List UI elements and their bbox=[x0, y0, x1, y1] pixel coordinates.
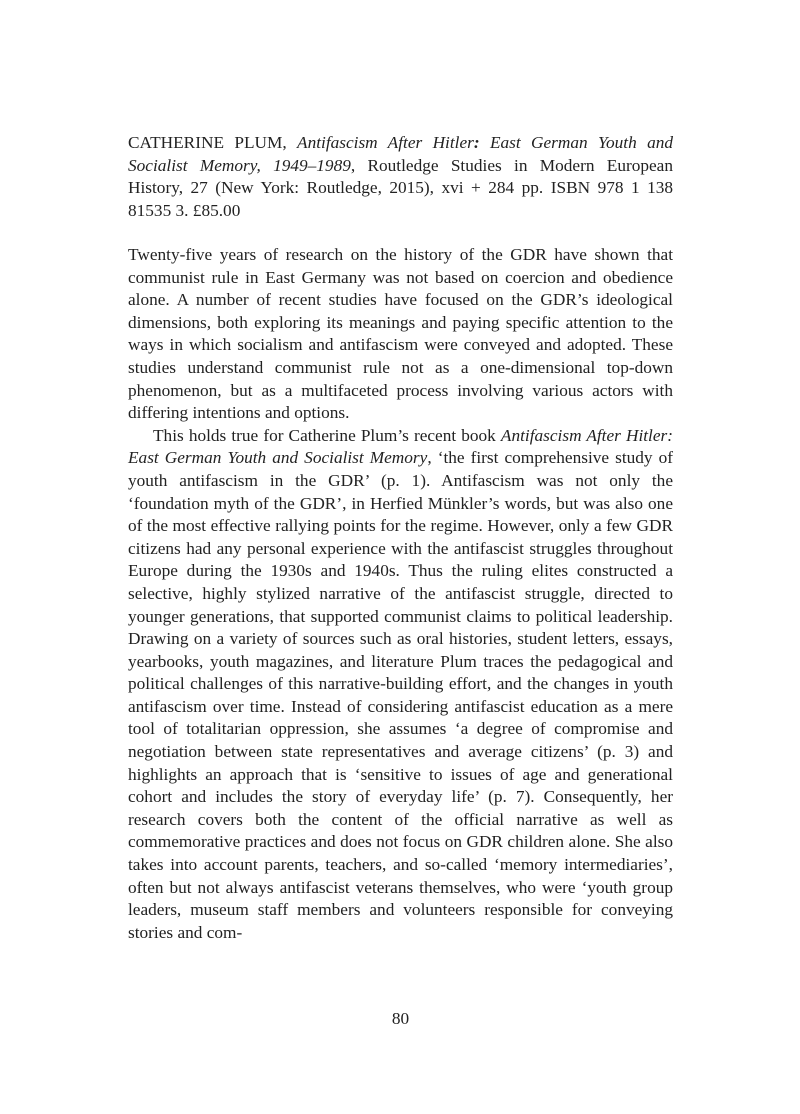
review-body bbox=[128, 244, 673, 944]
book-title: Antifascism After Hitler bbox=[297, 133, 474, 152]
body-paragraph-2 bbox=[128, 425, 673, 945]
paragraph-2-text: , ‘the first comprehensive study of youth antifascism in the GDR’ (p. 1). Antifascism was not only the ‘foundation myth of the GDR’, in Herfied Münkler’s words, but was also one of the most effective rallying points for the regime. However, only a few GDR citizens had any personal experience with the antifascist struggles throughout Europe during the 1930s and 1940s. Thus the ruling elites constructed a selective, highly stylized narrative of the antifascist struggle, directed to younger generations, that supported communist claims to political leadership. Drawing on a variety of sources such as oral histories, student letters, essays, yearbooks, youth magazines, and literature Plum traces the pedagogical and political challenges of this narrative-building effort, and the changes in youth antifascism over time. Instead of considering antifascist education as a mere tool of totalitarian oppression, she assumes ‘a degree of compromise and negotiation between state representatives and average citizens’ (p. 3) and highlights an approach that is ‘sensitive to issues of age and generational cohort and includes the story of everyday life’ (p. 7). Consequently, her research covers both the content of the official narrative as well as commemorative practices and does not focus on GDR children alone. She also takes into account parents, teachers, and so-called ‘memory intermediaries’, often but not always antifascist veterans themselves, who were ‘youth group leaders, museum staff members and volunteers responsible for conveying stories and com- bbox=[128, 448, 673, 942]
book-subtitle: East German Youth and Socialist Memory, 1949–1989 bbox=[128, 133, 673, 175]
body-paragraph-1: Twenty-five years of research on the history of the GDR have shown that communist rule in East Germany was not based on coercion and obedience alone. A number of recent studies have focused on the GDR’s ideological dimensions, both exploring its meanings and paying specific attention to the ways in which socialism and antifascism were conveyed and adopted. These studies understand communist rule not as a one-dimensional top-down phenomenon, but as a multifaceted process involving various actors with differing intentions and options. bbox=[128, 245, 673, 423]
paragraph-2-book-reference: Antifascism After Hitler: East German Youth and Socialist Memory bbox=[128, 425, 674, 468]
paragraph-2-lead: This holds true for Catherine Plum’s recent book bbox=[153, 425, 501, 445]
citation-separator: , bbox=[282, 133, 298, 152]
title-colon: : bbox=[473, 133, 480, 152]
publication-details: , Routledge Studies in Modern European History, 27 (New York: Routledge, 2015), xvi + 284 pp. ISBN 978 1 138 81535 3. £85.00 bbox=[128, 155, 673, 220]
review-citation bbox=[128, 132, 673, 222]
page-number: 80 bbox=[391, 1009, 410, 1028]
book-author: CATHERINE PLUM bbox=[128, 133, 283, 152]
